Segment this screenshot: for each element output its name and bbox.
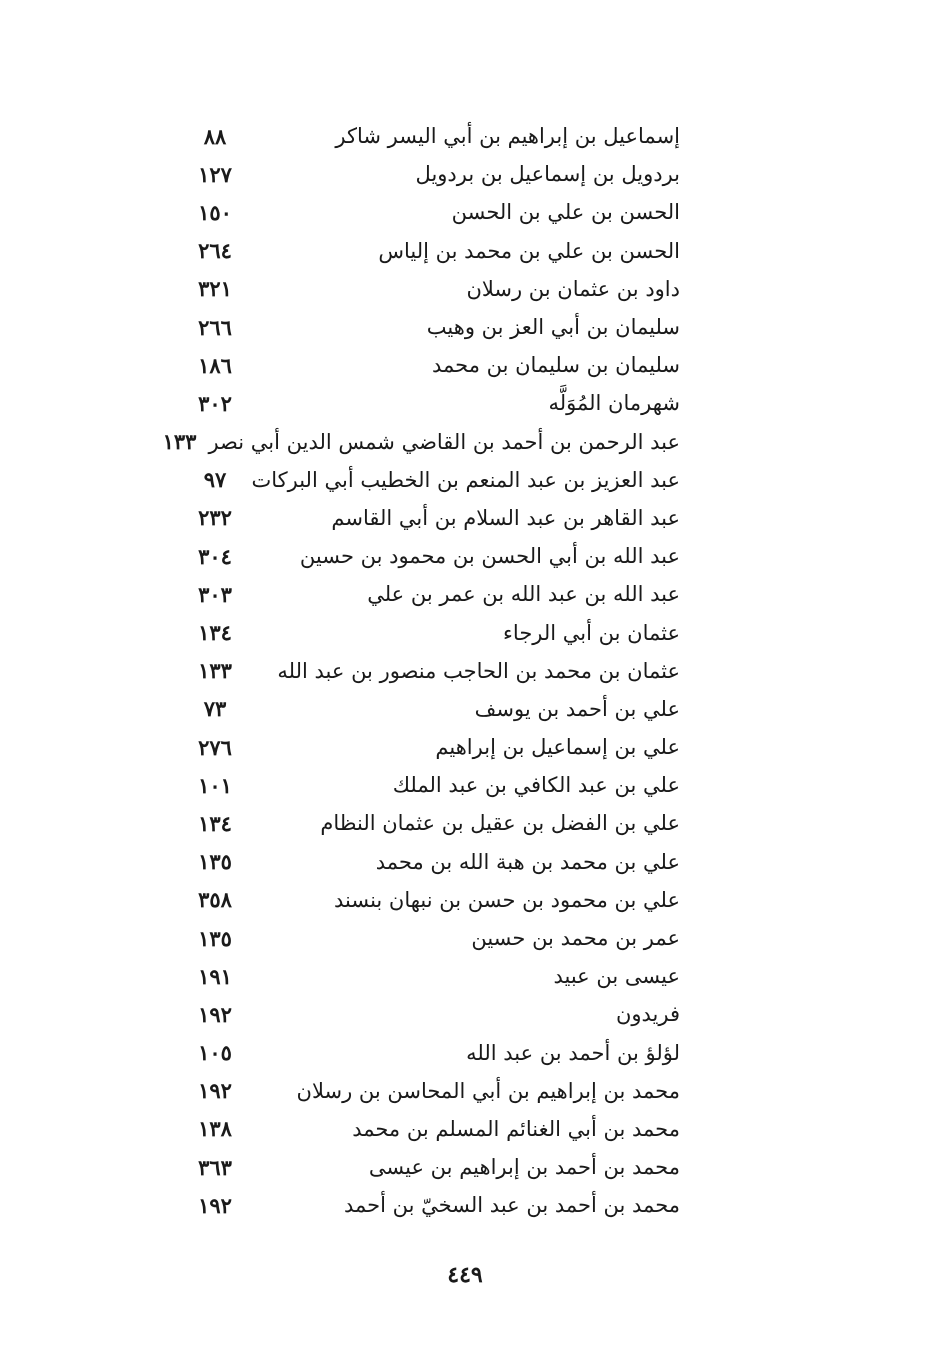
index-entry [180, 270, 680, 308]
index-entry [180, 155, 680, 193]
entry-name: علي بن عبد الكافي بن عبد الملك [392, 773, 680, 798]
entry-page-number: ١٩٢ [198, 1078, 232, 1104]
entry-page-number: ١٣٥ [198, 925, 232, 951]
entry-page-number: ٣٦٣ [198, 1154, 232, 1180]
entry-page-number: ٢٦٤ [198, 238, 232, 264]
entry-page-number: ٩٧ [203, 467, 227, 493]
entry-name: محمد بن أحمد بن عبد السخيّ بن أحمد [343, 1193, 680, 1218]
index-entry [180, 957, 680, 995]
entry-name: عبد الله بن أبي الحسن بن محمود بن حسين [299, 544, 680, 569]
index-entry [180, 575, 680, 613]
index-entry [180, 232, 680, 270]
entry-name: الحسن بن علي بن الحسن [451, 200, 680, 225]
entry-name: عثمان بن أبي الرجاء [503, 620, 680, 645]
entry-page-number: ١٥٠ [198, 199, 232, 225]
entry-name: سليمان بن أبي العز بن وهيب [426, 315, 680, 340]
entry-page-number: ١٠٥ [198, 1040, 232, 1066]
entry-name: عمر بن محمد بن حسين [471, 926, 680, 951]
entry-name: علي بن محمود بن حسن بن نبهان بنسند [333, 887, 680, 912]
entry-page-number: ١٢٧ [198, 161, 232, 187]
entry-page-number: ١٣٣ [162, 429, 197, 455]
index-entry [180, 919, 680, 957]
index-entry [180, 766, 680, 804]
entry-name: إسماعيل بن إبراهيم بن أبي اليسر شاكر [335, 124, 680, 149]
index-entry [180, 193, 680, 231]
entry-page-number: ١٩١ [198, 963, 232, 989]
index-entry [180, 1110, 680, 1148]
entry-page-number: ٨٨ [203, 123, 227, 149]
entry-page-number: ١٨٦ [198, 352, 232, 378]
entry-page-number: ١٣٣ [198, 658, 232, 684]
entry-page-number: ١٣٤ [198, 810, 232, 836]
index-entry [180, 843, 680, 881]
index-entry [180, 995, 680, 1033]
entry-name: لؤلؤ بن أحمد بن عبد الله [466, 1040, 680, 1065]
entry-page-number: ٣٠٢ [198, 390, 232, 416]
entry-name: محمد بن أحمد بن إبراهيم بن عيسى [368, 1155, 680, 1180]
entry-name: محمد بن إبراهيم بن أبي المحاسن بن رسلان [296, 1078, 680, 1103]
entry-name: شهرمان المُوَلَّه [548, 391, 680, 416]
index-entry [180, 613, 680, 651]
index-entry [180, 384, 680, 422]
entry-name: سليمان بن سليمان بن محمد [431, 353, 680, 378]
index-entry [180, 1034, 680, 1072]
entry-name: داود بن عثمان بن رسلان [466, 276, 680, 301]
entry-page-number: ٣٠٤ [198, 543, 232, 569]
entry-name: عبد الرحمن بن أحمد بن القاضي شمس الدين أبي نصر [208, 429, 680, 454]
entry-name: عبد الله بن عبد الله بن عمر بن علي [367, 582, 680, 607]
index-entry [180, 117, 680, 155]
entry-page-number: ١٩٢ [198, 1001, 232, 1027]
entry-name: عيسى بن عبيد [553, 964, 680, 989]
index-entry [180, 804, 680, 842]
index-entry [180, 1186, 680, 1224]
index-entry [180, 1148, 680, 1186]
index-entry [180, 881, 680, 919]
entry-page-number: ١٣٥ [198, 849, 232, 875]
entry-name: عبد القاهر بن عبد السلام بن أبي القاسم [331, 505, 680, 530]
entry-page-number: ١٣٨ [198, 1116, 232, 1142]
entry-page-number: ٢٦٦ [198, 314, 232, 340]
entry-page-number: ٢٧٦ [198, 734, 232, 760]
entry-name: علي بن أحمد بن يوسف [474, 696, 680, 721]
index-list [162, 117, 680, 1224]
entry-name: محمد بن أبي الغنائم المسلم بن محمد [352, 1116, 680, 1141]
entry-name: بردويل بن إسماعيل بن بردويل [415, 162, 680, 187]
index-entry [180, 728, 680, 766]
index-entry [180, 461, 680, 499]
entry-name: عبد العزيز بن عبد المنعم بن الخطيب أبي البركات [251, 467, 680, 492]
entry-page-number: ٧٣ [203, 696, 227, 722]
index-entry [180, 652, 680, 690]
entry-page-number: ١٠١ [198, 772, 232, 798]
entry-name: علي بن إسماعيل بن إبراهيم [435, 735, 680, 760]
index-entry [162, 423, 680, 461]
entry-page-number: ٢٣٢ [198, 505, 232, 531]
index-entry [180, 1072, 680, 1110]
entry-name: علي بن محمد بن هبة الله بن محمد [375, 849, 680, 874]
index-entry [180, 690, 680, 728]
entry-name: الحسن بن علي بن محمد بن إلياس [378, 238, 680, 263]
entry-name: فريدون [615, 1002, 680, 1027]
entry-page-number: ٣٥٨ [198, 887, 232, 913]
index-entry [180, 346, 680, 384]
entry-page-number: ٣٠٣ [198, 581, 232, 607]
index-entry [180, 308, 680, 346]
index-entry [180, 537, 680, 575]
entry-page-number: ١٩٢ [198, 1192, 232, 1218]
entry-page-number: ٣٢١ [198, 276, 232, 302]
entry-name: علي بن الفضل بن عقيل بن عثمان النظام [320, 811, 680, 836]
entry-name: عثمان بن محمد بن الحاجب منصور بن عبد الله [277, 658, 680, 683]
entry-page-number: ١٣٤ [198, 620, 232, 646]
index-entry [180, 499, 680, 537]
page-number: ٤٤٩ [447, 1262, 483, 1288]
